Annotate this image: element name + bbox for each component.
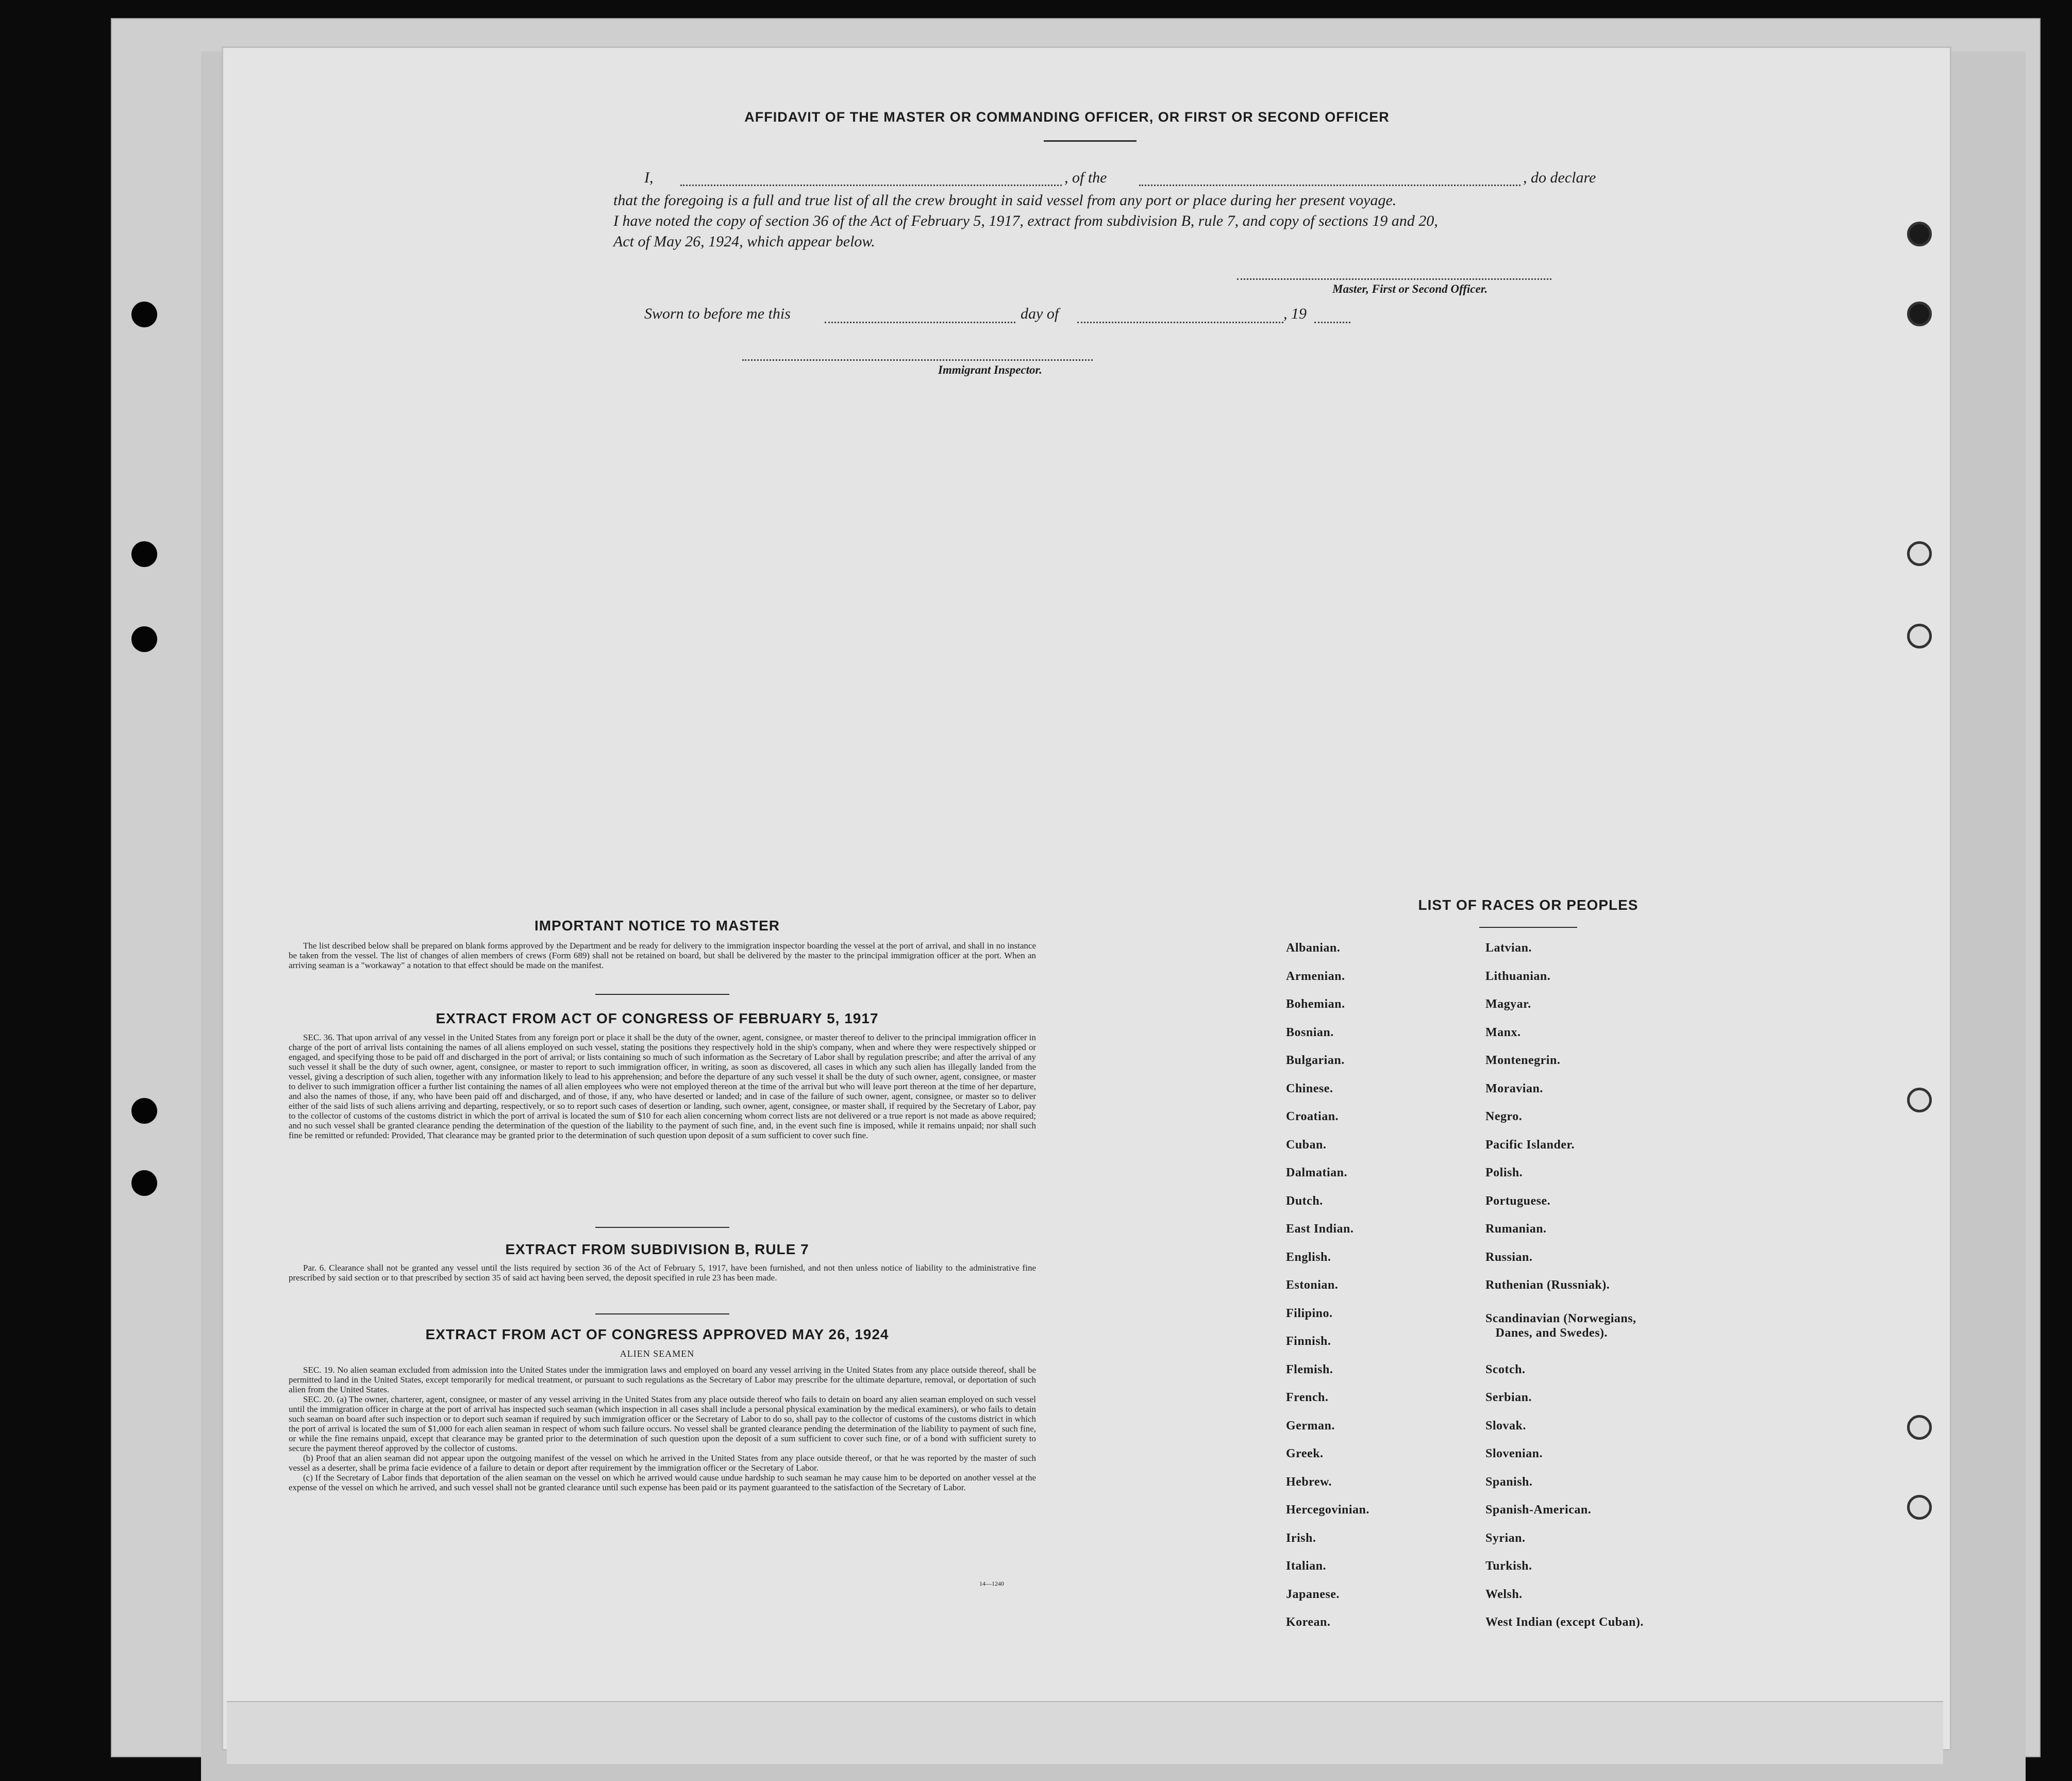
affidavit-line-3: I have noted the copy of section 36 of the Act of February 5, 1917, extract from subdivision B, rule 7, and copy of sections 19 and 20, — [613, 212, 1438, 229]
section-19-paragraph: SEC. 19. No alien seaman excluded from admission into the United States under the immigration laws and employed on board any vessel arriving in the United States from any place outside thereof, shall be permitted to land in the United States, except temporarily for medical treatment, or pursuant to such regulations as the Secretary of Labor may prescribe for the ultimate departure, removal, or deportation of such alien from the United States. — [289, 1365, 1036, 1394]
notice-paragraph: The list described below shall be prepared on blank forms approved by the Department and be ready for delivery to the immigration inspector boarding the vessel at the port of arrival, and shall in no instance be taken from the vessel. The list of changes of alien members of crews (Form 689) shall not be retained on board, but shall be delivered by the master to the principal immigration officer at the port. When an arriving seaman is a "workaway" a notation to that effect should be made on the manifest. — [289, 941, 1036, 970]
race-item: Portuguese. — [1485, 1194, 1551, 1208]
section-divider — [595, 994, 729, 995]
race-item: Croatian. — [1286, 1110, 1339, 1123]
race-item: Moravian. — [1485, 1081, 1543, 1095]
binder-hole-icon — [131, 541, 157, 567]
extract-rule7-title: EXTRACT FROM SUBDIVISION B, RULE 7 — [505, 1241, 809, 1257]
race-item: Montenegrin. — [1485, 1054, 1561, 1067]
race-item: Hebrew. — [1286, 1475, 1332, 1489]
race-item: Greek. — [1286, 1447, 1324, 1460]
race-item: Cuban. — [1286, 1138, 1327, 1152]
vessel-prefix: , of the — [1064, 169, 1107, 186]
race-item: Russian. — [1485, 1250, 1533, 1264]
race-item: Serbian. — [1485, 1391, 1532, 1404]
race-item: Lithuanian. — [1485, 969, 1551, 983]
race-item: Syrian. — [1485, 1531, 1526, 1545]
section-36-paragraph: SEC. 36. That upon arrival of any vessel in the United States from any foreign port or place it shall be the duty of the owner, agent, consignee, or master thereof to deliver to the principal immigration officer in charge of the port of arrival lists containing the names of all aliens employed on such vessel, stating the positions they respectively hold in the ship's company, when and where they were respectively shipped or engaged, and specifying those to be paid off and discharged in the port of arrival; or lists containing so much of such information as the Secretary of Labor shall by regulation prescribe; and after the arrival of any such vessel it shall be the duty of such owner, agent, consignee, or master to report to such immigration officer, in writing, as soon as discovered, all cases in which any such alien has illegally landed from the vessel, giving a description of such alien, together with any information likely to lead to his apprehension; and before the departure of any such vessel it shall be the duty of such owner, agent, consignee, or master to deliver to such immigration officer a further list containing the names of all alien employees who were not employed thereon at the time of the arrival but who will leave port thereon at the time of her departure, and also the names of those, if any, who have been paid off and discharged, and of those, if any, who have deserted or landed; and in case of the failure of such owner, agent, consignee, or master so to deliver either of the said lists of such aliens arriving and departing, respectively, or so to report such cases of desertion or landing, such owner, agent, consignee, or master shall, if required by the Secretary of Labor, pay to the collector of customs of the customs district in which the port of arrival is located the sum of $10 for each alien concerning whom correct lists are not delivered or a true report is not made as above required; and no such vessel shall be granted clearance pending the determination of the question of the liability to the payment of such fine, and, in the event such fine is imposed, while it remains unpaid; nor shall such fine be remitted or refunded: Provided, That clearance may be granted prior to the determination of such question upon deposit of a sum sufficient to cover such fine. — [289, 1033, 1036, 1140]
section-20b-paragraph: (b) Proof that an alien seaman did not appear upon the outgoing manifest of the vessel on which he arrived in the United States from any place outside thereof, or that he was reported by the master of such vessel as a deserter, shall be prima facie evidence of a failure to detain or deport after requirement by the immigration officer or the Secretary of Labor. — [289, 1453, 1036, 1473]
extract-1917-text — [289, 1033, 1036, 1140]
extract-1924-text — [289, 1365, 1036, 1492]
extract-1917-title: EXTRACT FROM ACT OF CONGRESS OF FEBRUARY 5, 1917 — [436, 1010, 879, 1026]
notice-text — [289, 941, 1036, 970]
sworn-month-field[interactable] — [1077, 322, 1283, 323]
race-item: West Indian (except Cuban). — [1485, 1616, 1644, 1629]
master-signature-field[interactable] — [1237, 278, 1551, 280]
race-item: Slovenian. — [1485, 1447, 1543, 1460]
race-item: Irish. — [1286, 1531, 1316, 1545]
binder-hole-icon — [131, 1098, 157, 1124]
races-column-1 — [1286, 941, 1369, 1643]
race-item: Armenian. — [1286, 969, 1345, 983]
inspector-signature-field[interactable] — [742, 359, 1093, 361]
race-item: Latvian. — [1485, 941, 1532, 955]
section-divider — [595, 1313, 729, 1314]
race-item: Finnish. — [1286, 1335, 1331, 1348]
paragraph-6: Par. 6. Clearance shall not be granted any vessel until the lists required by section 36 of the Act of February 5, 1917, have been furnished, and not then unless notice of liability to the administrative fine prescribed by said section or to that prescribed by section 35 of said act having been served, the deposit specified in rule 23 has been made. — [289, 1263, 1036, 1283]
section-20c-paragraph: (c) If the Secretary of Labor finds that deportation of the alien seaman on the vessel on which he arrived would cause undue hardship to such seaman he may cause him to be deported on another vessel at the expense of the vessel on which he arrived, and such vessel shall not be granted clearance until such expense has been paid or its payment guaranteed to the satisfaction of the Secretary of Labor. — [289, 1473, 1036, 1492]
race-item: Bosnian. — [1286, 1025, 1334, 1039]
extract-rule7-text — [289, 1263, 1036, 1283]
sworn-label: Sworn to before me this — [644, 305, 791, 322]
race-item: Welsh. — [1485, 1587, 1523, 1601]
race-item: Dutch. — [1286, 1194, 1323, 1208]
form-number: 14—1240 — [979, 1580, 1004, 1587]
race-item: Scotch. — [1485, 1362, 1526, 1376]
race-item: Magyar. — [1485, 997, 1531, 1011]
race-item: Pacific Islander. — [1485, 1138, 1575, 1152]
declarant-prefix: I, — [644, 169, 654, 186]
alien-seamen-subtitle: ALIEN SEAMEN — [620, 1349, 695, 1359]
races-list-title: LIST OF RACES OR PEOPLES — [1418, 897, 1639, 913]
race-item: Negro. — [1485, 1110, 1523, 1123]
affidavit-line-1 — [644, 169, 1809, 190]
race-item: Spanish. — [1485, 1475, 1533, 1489]
race-item: Chinese. — [1286, 1081, 1333, 1095]
race-item: Italian. — [1286, 1559, 1327, 1573]
binder-hole-icon — [131, 626, 157, 652]
races-title-underline — [1479, 927, 1577, 928]
extract-1924-title: EXTRACT FROM ACT OF CONGRESS APPROVED MAY 26, 1924 — [425, 1326, 889, 1342]
affidavit-line-4: Act of May 26, 1924, which appear below. — [613, 233, 875, 250]
race-item: Estonian. — [1286, 1278, 1339, 1292]
year-label: , 19 — [1283, 305, 1307, 322]
declarant-name-field[interactable] — [680, 185, 1062, 186]
declare-suffix: , do declare — [1523, 169, 1596, 186]
title-underline — [1044, 140, 1137, 142]
race-item: Japanese. — [1286, 1587, 1340, 1601]
race-item: Bulgarian. — [1286, 1054, 1345, 1067]
vessel-name-field[interactable] — [1139, 185, 1520, 186]
binder-hole-icon — [131, 302, 157, 327]
race-item: Hercegovinian. — [1286, 1503, 1369, 1517]
sworn-year-field[interactable] — [1314, 322, 1350, 323]
sworn-line — [644, 305, 1572, 326]
race-item: French. — [1286, 1391, 1329, 1404]
race-item: Slovak. — [1485, 1419, 1526, 1433]
binder-hole-icon — [131, 1170, 157, 1196]
inspector-signature-caption: Immigrant Inspector. — [938, 363, 1042, 376]
race-item: Albanian. — [1286, 941, 1341, 955]
race-item: Polish. — [1485, 1166, 1523, 1179]
race-item: English. — [1286, 1250, 1331, 1264]
race-item: Flemish. — [1286, 1362, 1333, 1376]
race-item: Turkish. — [1485, 1559, 1532, 1573]
race-item: German. — [1286, 1419, 1335, 1433]
master-signature-caption: Master, First or Second Officer. — [1332, 282, 1488, 295]
section-divider — [595, 1227, 729, 1228]
affidavit-title: AFFIDAVIT OF THE MASTER OR COMMANDING OFFICER, OR FIRST OR SECOND OFFICER — [744, 109, 1390, 125]
notice-title: IMPORTANT NOTICE TO MASTER — [534, 918, 780, 934]
race-item: Bohemian. — [1286, 997, 1345, 1011]
form-page — [222, 46, 1948, 1747]
race-item: Dalmatian. — [1286, 1166, 1347, 1179]
race-item: Spanish-American. — [1485, 1503, 1592, 1517]
race-item: East Indian. — [1286, 1222, 1354, 1236]
race-item: Manx. — [1485, 1025, 1521, 1039]
sworn-day-field[interactable] — [825, 322, 1015, 323]
race-item: Filipino. — [1286, 1306, 1333, 1320]
race-item: Rumanian. — [1485, 1222, 1547, 1236]
race-item: Ruthenian (Russniak). — [1485, 1278, 1610, 1292]
day-of-label: day of — [1021, 305, 1059, 322]
affidavit-line-2: that the foregoing is a full and true list of all the crew brought in said vessel from any port or place during her present voyage. — [613, 192, 1397, 209]
race-item: Korean. — [1286, 1616, 1331, 1629]
races-column-2 — [1485, 941, 1644, 1643]
race-item: Scandinavian (Norwegians, Danes, and Swedes). — [1485, 1311, 1636, 1340]
section-20a-paragraph: SEC. 20. (a) The owner, charterer, agent, consignee, or master of any vessel arriving in the United States from any place outside thereof who fails to detain on board any alien seaman employed on such vessel until the immigration officer in charge at the port of arrival has inspected such seaman (which inspection in all cases shall include a personal physical examination by the medical examiners), or who fails to detain such seaman on board after such inspection or to deport such seaman if required by such immigration officer or the Secretary of Labor to do so, shall pay to the collector of customs of the customs district in which the port of arrival is located the sum of $1,000 for each alien seaman in respect of whom such failure occurs. No vessel shall be granted clearance pending the determination of the liability to payment of such fine, or while the fine remains unpaid, except that clearance may be granted prior to the determination of such question upon the deposit of a sum sufficient to cover such fine, or of a bond with sufficient surety to secure the payment thereof approved by the collector of customs. — [289, 1394, 1036, 1453]
